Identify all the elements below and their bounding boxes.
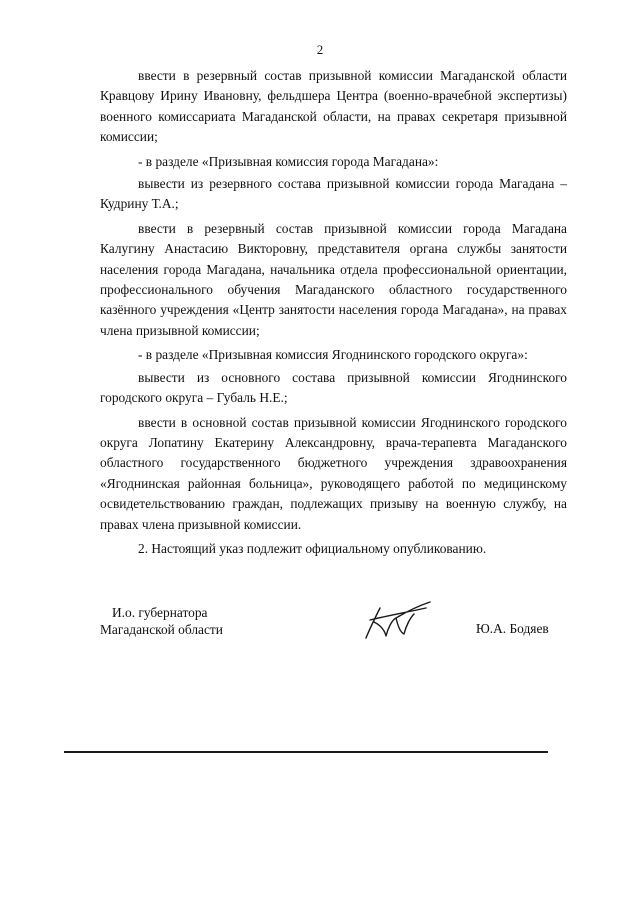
paragraph-reserve-region: ввести в резервный состав призывной комиссии Магаданской области Кравцову Ирину Ивановну, фельдшера Центра (военно-врачебной экспертизы) военного комиссариата Магаданской области, на правах секретаря призывной комиссии; xyxy=(100,68,567,145)
paragraph-add-kalugina: ввести в резервный состав призывной комиссии города Магадана Калугину Анастасию Викторовну, представителя органа службы занятости населения города Магадана, начальника отдела профессиональной ориентации, профессионального обучения Магаданского областного государственного казённого учреждения «Центр занятости населения города Магадана», на правах члена призывной комиссии; xyxy=(100,220,567,338)
document-body xyxy=(100,66,567,563)
paragraph-remove-gubal: вывести из основного состава призывной комиссии Ягоднинского городского округа – Губаль Н.Е.; xyxy=(100,369,567,406)
paragraph-section-yagodnoe: - в разделе «Призывная комиссия Ягоднинского городского округа»: xyxy=(138,347,528,363)
bottom-divider xyxy=(64,751,548,753)
signatory-title-line2: Магаданской области xyxy=(100,622,223,637)
paragraph-remove-kudrina: вывести из резервного состава призывной комиссии города Магадана – Кудрину Т.А.; xyxy=(100,176,567,212)
paragraph-section-magadan: - в разделе «Призывная комиссия города Магадана»: xyxy=(138,153,439,169)
signatory-name: Ю.А. Бодяев xyxy=(476,621,549,636)
paragraph-publication: 2. Настоящий указ подлежит официальному опубликованию. xyxy=(138,540,487,556)
signatory-title-line1: И.о. губернатора xyxy=(112,605,208,620)
paragraph-add-lopatina: ввести в основной состав призывной комиссии Ягоднинского городского округа Лопатину Екатерину Александровну, врача-терапевта Магаданского областного государственного бюджетного учреждения здравоохранения «Ягоднинская районная больница», руководящего работой по медицинскому освидетельствованию граждан, подлежащих призыву на военную службу, на правах члена призывной комиссии. xyxy=(100,414,567,532)
page-number: 2 xyxy=(316,42,324,57)
signatory-title xyxy=(100,604,223,638)
handwritten-signature xyxy=(356,598,436,648)
